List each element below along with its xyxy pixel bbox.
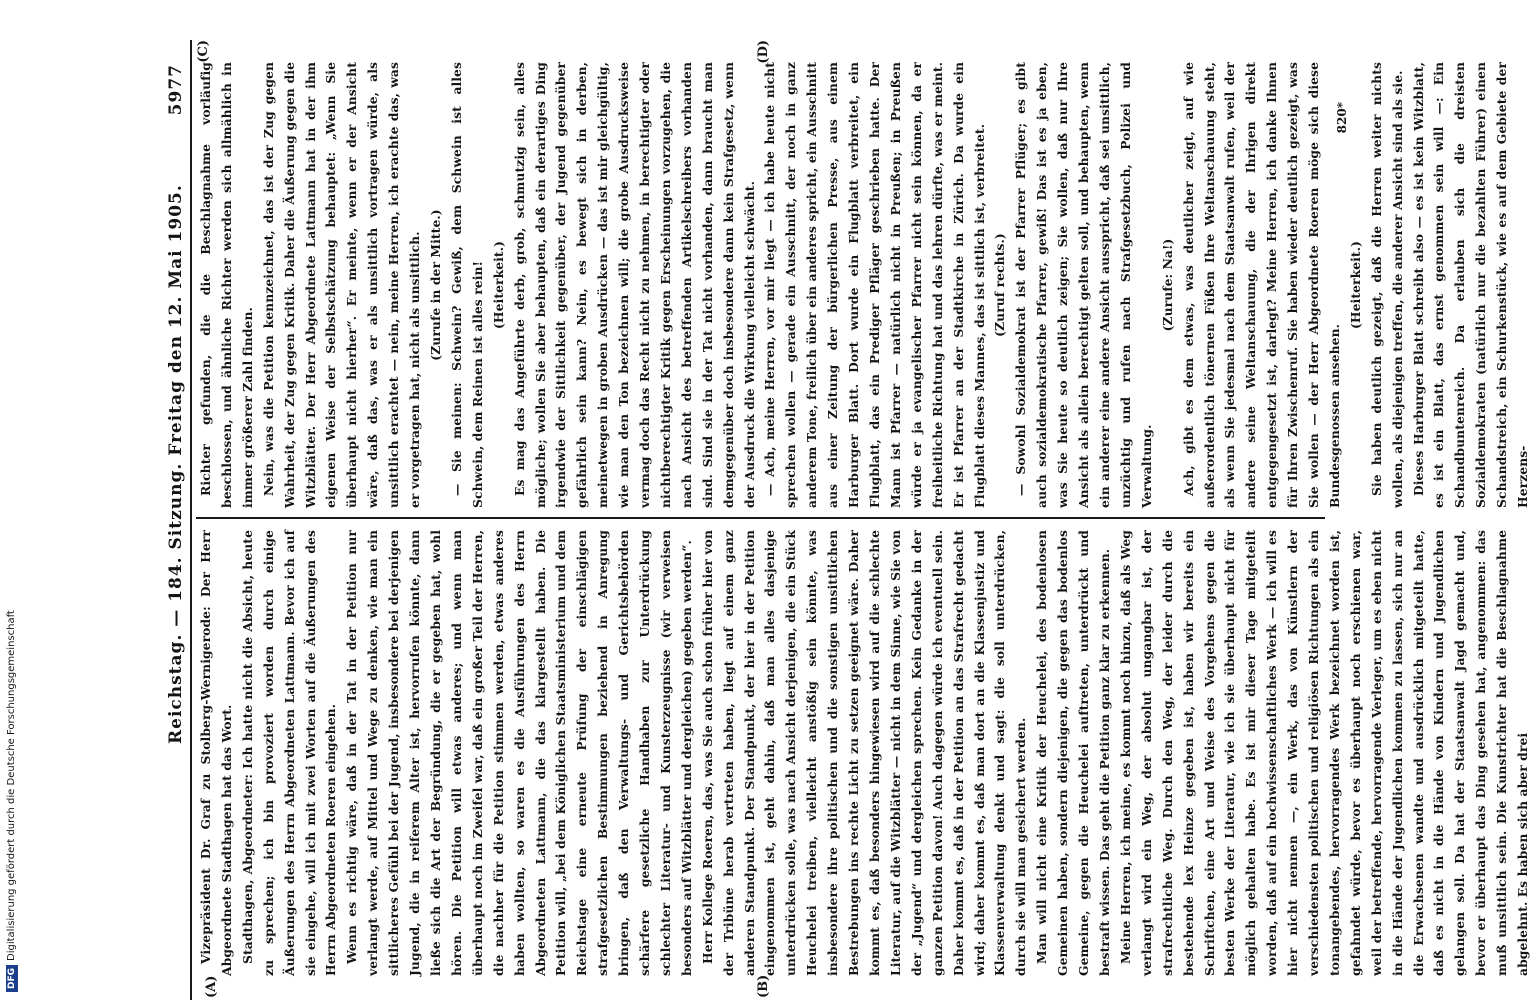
paragraph: — Sowohl Sozialdemokrat ist der Pfarrer Pflüger; es gibt auch sozialdemokratische Pfarrer, gewiß! Das ist es ja eben, was Sie heute so deutlich zeigen; Sie wollen, daß nur Ihre Ansicht als allein berechtigt gelten soll, und behaupten, wenn ein anderer eine andere Ansicht ausspricht, daß sei unsittlich, unzüchtig und rufen nach Strafgesetzbuch, Polizei und Verwaltung. [1013, 62, 1154, 508]
left-column [196, 529, 1531, 976]
margin-letter-c: (C) [196, 40, 211, 63]
paragraph: Richter gefunden, die die Beschlagnahme vorläufig beschlossen, und ähnliche Richter werden sich allmählich in immer größerer Zahl finden. [198, 62, 255, 508]
column-divider [196, 517, 1325, 519]
paragraph: Wenn es richtig wäre, daß in der Tat in der Petition nur verlangt werde, auf Mittel und Wege zu denken, wie man ein sittlicheres Gefühl bei der Jugend, insbesondere bei derjenigen Jugend, die in reiferem Alter ist, hervorrufen könnte, dann ließe sich die Art der Begründung, die er gegeben hat, wohl hören. Die Petition will etwas anderes; und wenn man überhaupt noch im Zweifel war, daß ein großer Teil der Herren, die nachher für die Petition stimmen werden, etwas anderes haben wollten, so waren es die Ausführungen des Herrn Abgeordneten Lattmann, die das klargestellt haben. Die Petition will, „bei dem Königlichen Staatsministerium und dem Reichstage eine erneute Prüfung der einschlägigen strafgesetzlichen Bestimmungen beziehend in Anregung bringen, daß den Verwaltungs- und Gerichtsbehörden schärfere gesetzliche Handhaben zur Unterdrückung schlechter Literatur- und Kunsterzeugnisse (wir verweisen besonders auf Witzblätter und dergleichen) gegeben werden“. [344, 529, 694, 976]
margin-letter-a: (A) [204, 975, 219, 998]
paragraph: Herr Kollege Roeren, das, was Sie auch schon früher hier von der Tribüne herab vertreten haben, liegt auf einem ganz anderen Standpunkt. Der Standpunkt, der hier in der Petition eingenommen ist, geht dahin, daß man alles dasjenige unterdrücken solle, was nach Ansicht derjenigen, die ein Stück Heuchelei treiben, vielleicht anstößig sein könnte, was insbesondere ihre politischen und die sonstigen unsittlichen Bestrebungen ins rechte Licht zu setzen geeignet wäre. Daher kommt es, daß besonders hingewiesen wird auf die schlechte Literatur, auf die Witzblätter — nicht in dem Sinne, wie Sie von der „Jugend“ und dergleichen sprechen. Kein Gedanke in der ganzen Petition davon! Auch dagegen würde ich eventuell sein. Daher kommt es, daß in der Petition an das Strafrecht gedacht wird; daher kommt es, daß man dort an die Klassenjustiz und Klassenverwaltung denkt und sagt: die soll unterdrücken, durch sie will man gesichert werden. [699, 530, 1029, 976]
signature-mark: 820* [1335, 102, 1349, 134]
paragraph: Stadthagen, Abgeordneter: Ich hatte nicht die Absicht, heute zu sprechen; ich bin provoziert worden durch einige Äußerungen des Herrn Abgeordneten Lattmann. Bevor ich auf sie eingehe, will ich mit zwei Worten auf die Äußerungen des Herrn Abgeordneten Roeren eingehen. [239, 530, 339, 976]
margin-letter-b: (B) [756, 974, 771, 998]
paragraph: Es mag das Angeführte derb, grob, schmutzig sein, alles mögliche; wollen Sie aber behaupten, daß ein derartiges Ding irgendwie der Sittlichkeit gegenüber, der Jugend gegenüber gefährlich sein kann? Nein, es bewegt sich in derben, meinetwegen in groben Ausdrücken — das ist mir gleichgültig, wie man den Ton bezeichnen will; die grobe Ausdrucksweise vermag doch das Recht nicht zu nehmen, in berechtigter oder nichtberechtigter Kritik gegen Erscheinungen vorzugehen, die nach Ansicht des betreffenden Artikelschreibers vorhanden sind. Sind sie in der Tat nicht vorhanden, dann braucht man demgegenüber doch insbesondere dann kein Strafgesetz, wenn der Ausdruck die Wirkung vielleicht schwächt. [511, 62, 757, 508]
header-rule [190, 40, 192, 1000]
credit-text-line [2, 0, 22, 1000]
stage-direction: (Zurufe: Na!) [1159, 238, 1175, 332]
paragraph: Meine Herren, ich meine, es kommt noch hinzu, daß als Weg verlangt wird ein Weg, der absolut ungangbar ist, der strafrechtliche Weg. Durch den Weg, der leider durch die bestehende lex Heinze gegeben ist, haben wir bereits ein Schriftchen, eine Art und Weise des Vorgehens gegen die besten Werke der Literatur, wie ich sie überhaupt nicht für möglich gehalten habe. Es ist mir dieser Tage mitgeteilt worden, daß auf ein hochwissenschaftliches Werk — ich will es hier nicht nennen —, ein Werk, das von Künstlern der verschiedensten politischen und religiösen Richtungen als ein tonangebendes, hervorragendes Werk bezeichnet worden ist, gefahndet würde, bevor es überhaupt noch erschienen war, weil der betreffende, hervorragende Verleger, um es eben nicht in die Hände der Jugendlichen kommen zu lassen, sich nur an die Erwachsenen wandte und ausdrücklich mitgeteilt hatte, daß es nicht in die Hände von Kindern und Jugendlichen gelangen soll. Da hat der Staatsanwalt Jagd gemacht und, bevor er überhaupt das Ding gesehen hat, angenommen: das muß unsittlich sein. Die Kunstrichter hat die Beschlagnahme abgelehnt. Es haben sich aber drei [1117, 530, 1531, 976]
stage-direction: (Zurufe in der Mitte.) [427, 209, 443, 361]
stage-direction: (Heiterkeit.) [1347, 241, 1363, 330]
paragraph: Man will nicht eine Kritik der Heuchelei, des bodenlosen Gemeinen haben, sondern diejenigen, die gegen das bodenlos Gemeine, gegen die Heuchelei auftreten, unterdrückt und bestraft wissen. Das geht die Petition ganz klar zu erkennen. [1034, 530, 1112, 976]
stage-direction: (Zuruf rechts.) [992, 233, 1008, 337]
text-columns [196, 40, 1531, 998]
paragraph: Vizepräsident Dr. Graf zu Stolberg-Wernigerode: Der Herr Abgeordnete Stadthagen hat das Wort. [198, 530, 234, 976]
paragraph: Nein, was die Petition kennzeichnet, das ist der Zug gegen Wahrheit, der Zug gegen Kritik. Daher die Äußerung gegen die Witzblätter. Der Herr Abgeordnete Lattmann hat in der ihm eigenen Weise der Selbstschätzung behauptet: „Wenn Sie überhaupt nicht hierher“. Er meinte, wenn er der Ansicht wäre, daß das, was er als unsittlich vortragen würde, als unsittlich erachtet — nein, meine Herren, ich erachte das, was er vorgetragen hat, nicht als unsittlich. [260, 62, 423, 508]
paragraph: Ach, gibt es dem etwas, was deutlicher zeigt, auf wie außerordentlich tönernen Füßen Ihre Weltanschauung steht, als wenn Sie jedesmal nach dem Staatsanwalt rufen, weil der andere seine Weltanschauung, die der Ihrigen direkt entgegengesetzt ist, darlegt? Meine Herren, ich danke Ihnen für Ihren Zwischenruf. Sie haben wieder deutlich gezeigt, was Sie wollen — der Herr Abgeordnete Roeren möge sich diese Bundesgenossen ansehen. [1180, 62, 1342, 508]
stage-direction: (Heiterkeit.) [490, 241, 506, 330]
running-head [160, 64, 192, 974]
margin-letter-d: (D) [756, 40, 771, 64]
paragraph: — Sie meinen: Schwein? Gewiß, dem Schwein ist alles Schwein, dem Reinen ist alles rein! [448, 62, 485, 508]
credit-strip [0, 0, 22, 1000]
paragraph: — Ach, meine Herren, vor mir liegt — ich habe heute nicht sprechen wollen — gerade ein Ausschnitt, der noch in ganz anderem Tone, freilich über ein anderes spricht, ein Ausschnitt aus einer Zeitung der bürgerlichen Presse, aus einem Harburger Blatt. Dort wurde ein Flugblatt verbreitet, ein Flugblatt, das ein Prediger Pfläger geschrieben hatte. Der Mann ist Pfarrer — natürlich nicht in Preußen; in Preußen würde er ja evangelischer Pfarrer nicht sein können, da er freiheitliche Richtung hat und das lehren dürfte, was er meint. Er ist Pfarrer an der Stadtkirche in Zürich. Da wurde ein Flugblatt dieses Mannes, das ist sittlich ist, verbreitet. [762, 62, 987, 508]
dfg-logo: DFG [6, 965, 18, 992]
scanned-page [150, 40, 1531, 1000]
page-title: Reichstag. — 184. Sitzung. Freitag den 12. Mai 1905. [166, 184, 186, 744]
paragraph: Dieses Harburger Blatt schreibt also — es ist kein Witzblatt, es ist ein Blatt, das ernst genommen sein will —: Ein Schandbuntenreich. Da erlauben sich die dreisten Sozialdemokraten (natürlich nur die bezahlten Führer) einen Schandstreich, ein Schurkenstück, wie es auf dem Gebiete der Herzens- [1410, 62, 1531, 508]
credit-text: Digitalisierung gefördert durch die Deutsche Forschungsgemeinschaft [6, 610, 17, 961]
paragraph: Sie haben deutlich gezeigt, daß die Herren weiter nichts wollen, als diejenigen treffen, die anderer Ansicht sind als sie. [1368, 62, 1405, 508]
page-number: 5977 [166, 64, 186, 116]
